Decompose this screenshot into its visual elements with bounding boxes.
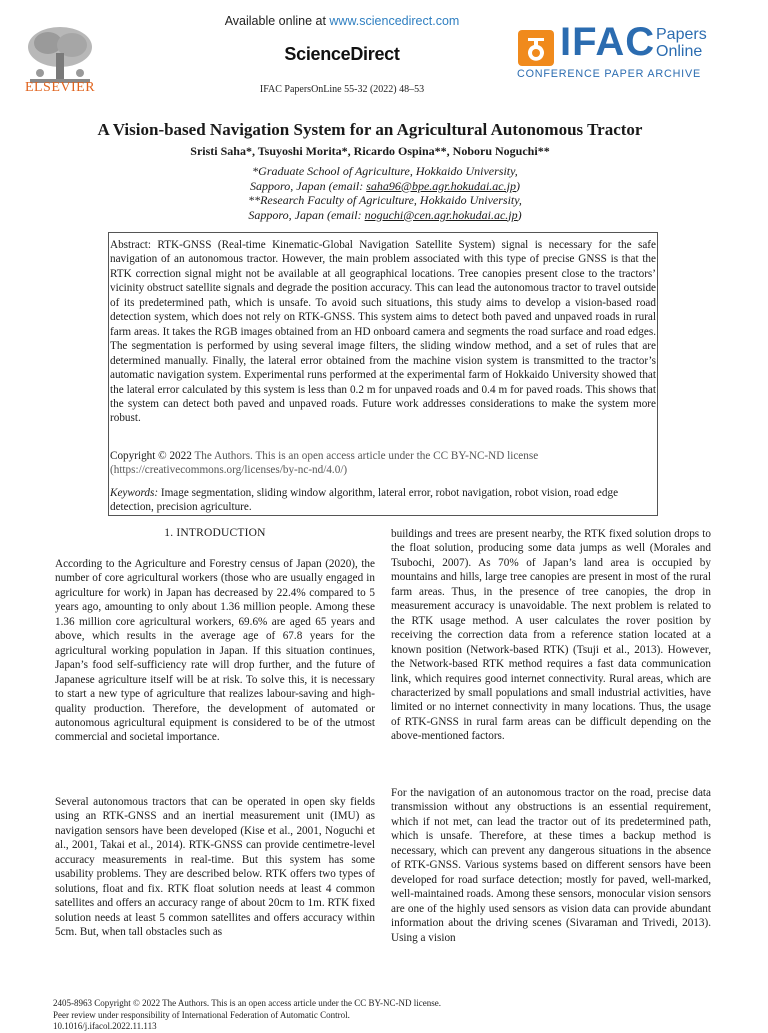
- ifac-wordmark: IFAC: [560, 20, 656, 64]
- copyright-prefix: Copyright © 2022: [110, 450, 195, 462]
- right-column-paragraph-1: buildings and trees are present nearby, the RTK fixed solution drops to the float solution, producing some data jumps as well (Morales and Tsubochi, 2007). As 70% of Japan’s land area is occupied by mountains and hills, large tree canopies are present in most of the rural farm areas. Thus, in the presence of tree canopies, the drop in measurement accuracy is unavoidable. The next problem is related to the RTK usage method. A user calculates the rover position by receiving the correction data from a reference station located at a known position (Network-based RTK) (Tsuji et al., 2013). However, the Network-based RTK method requires a fast data communication link, which requires good internet connectivity. Rural areas, which are characterized by small populations and small industrial activities, have limited or no internet connectivity in many locations. Thus, the usage of RTK-GNSS in rural farm areas can be difficult depending on the above-mentioned factors.: [391, 528, 711, 743]
- section-heading-introduction: 1. INTRODUCTION: [164, 527, 266, 539]
- papers-text: Papers: [656, 26, 707, 43]
- left-column-paragraph-1: According to the Agriculture and Forestry census of Japan (2020), the number of core agricultural workers (those who are usually engaged in agriculture for work) in Japan has decreased by 22.4% compared to 5 years ago, amounting to only about 1.36 million people. Among these 1.36 million core agricultural workers, 69.6% are aged 65 years and above, which results in the average age of 67.8 years for the agricultural working population in Japan. If this situation continues, Japan’s food self-sufficiency rate will drop further, and the future of Japanese agriculture itself will be at risk. To solve this, it is necessary to start a new type of agriculture that realizes labour-saving and high-quality production. Therefore, the development of automated or autonomous agricultural equipment is considered to be of the utmost commercial and societal importance.: [55, 558, 375, 744]
- footer-peer-review: Peer review under responsibility of International Federation of Automatic Control.: [53, 1009, 350, 1020]
- abstract-text: Abstract: RTK-GNSS (Real-time Kinematic-Global Navigation Satellite System) signal is necessary for the safe navigation of an autonomous tractor. However, the main problem associated with this type of precise GNSS is that the RTK correction signal might not be available at all geographical locations. Tree canopies present close to the tractors’ vicinity obstruct satellite signals and degrade the position accuracy. This can lead the autonomous tractor to travel outside of its predetermined path, which is unsafe. To avoid such situations, this study aims to develop a vision-based road detection system, which does not rely on RTK-GNSS. This system aims to detect both paved and unpaved roads in rural farm areas. It takes the RGB images obtained from an HD onboard camera and segments the road surface and road edges. The segmentation is performed by using several image filters, the sliding window method, and a set of rules that are determined manually. Finally, the lateral error obtained from the machine vision system is transmitted to the tractor’s automatic navigation system. Experimental runs performed at the experimental farm of Hokkaido University showed that the lateral error calculated by this system is less than 0.2 m for unpaved roads and 0.4 m for paved roads. This shows that the system can detect both paved and unpaved roads. Future work addresses considerations to make the system more robust.: [110, 239, 656, 425]
- papers-online-wordmark: [656, 26, 707, 60]
- paper-authors: Sristi Saha*, Tsuyoshi Morita*, Ricardo Ospina**, Noboru Noguchi**: [190, 144, 550, 158]
- keywords-list: Image segmentation, sliding window algorithm, lateral error, robot navigation, robot vision, road edge detection, precision agriculture.: [110, 487, 619, 513]
- affiliation-2-prefix: Sapporo, Japan (email:: [248, 207, 365, 222]
- keywords-label: Keywords:: [110, 487, 159, 499]
- affiliation-1-line-1: *Graduate School of Agriculture, Hokkaido University,: [252, 164, 518, 178]
- affiliation-2-line-1: **Research Faculty of Agriculture, Hokkaido University,: [248, 193, 522, 207]
- affiliation-1-suffix: ): [515, 178, 520, 193]
- keywords: [110, 486, 656, 514]
- author-email-saha[interactable]: saha96@bpe.agr.hokudai.ac.jp: [366, 178, 516, 193]
- right-column-paragraph-2: For the navigation of an autonomous tractor on the road, precise data transmission without any obstructions is an essential requirement, which if not met, can lead the tractor out of its predetermined path, which is unsafe. Therefore, at these times a backup method is necessary, which can prevent any dangerous situations in the absence of RTK-GNSS. Various systems based on different sensors have been developed for road surface detection; mostly for paved, well-marked, well-maintained roads. Among these sensors, monocular vision sensors are one of the highly used sensors as vision data can provide abundant information about the driving scenes (Sivaraman and Trivedi, 2013). Using a vision: [391, 787, 711, 944]
- footer-copyright: 2405-8963 Copyright © 2022 The Authors. This is an open access article under the CC BY-NC-ND license.: [53, 998, 441, 1008]
- author-email-noguchi[interactable]: noguchi@cen.agr.hokudai.ac.jp: [364, 207, 518, 222]
- journal-reference: IFAC PapersOnLine 55-32 (2022) 48–53: [259, 84, 425, 95]
- page-footer: [53, 998, 713, 1033]
- available-prefix: Available online at: [224, 14, 330, 28]
- left-column-paragraph-2: Several autonomous tractors that can be operated in open sky fields using an RTK-GNSS and an inertial measurement unit (IMU) as navigation sensors have been developed (Kise et al., 2001, Noguchi et al., 2001, Takai et al., 2014). RTK-GNSS can provide centimetre-level accuracy measurements in real-time. But this system has some usability problems. They are described below. RTK offers two types of solutions, float and fix. RTK float solution needs at least 4 common satellites and offers an accuracy range of about 20cm to 1m. RTK fixed solution needs at least 5 common satellites and offers accuracy within 5cm. But, when tall obstacles such as: [55, 796, 375, 939]
- conference-archive-label: CONFERENCE PAPER ARCHIVE: [517, 68, 701, 80]
- footer-doi[interactable]: 10.1016/j.ifacol.2022.11.113: [53, 1021, 157, 1031]
- license-link[interactable]: (https://creativecommons.org/licenses/by-nc-nd/4.0/): [110, 464, 348, 476]
- ifac-logo-icon: [518, 30, 554, 66]
- sciencedirect-link[interactable]: www.sciencedirect.com: [329, 14, 460, 28]
- paper-title: A Vision-based Navigation System for an Agricultural Autonomous Tractor: [97, 120, 643, 139]
- elsevier-wordmark: ELSEVIER: [24, 80, 96, 95]
- copyright-notice: [110, 449, 656, 477]
- affiliation-2-line-2: [0, 208, 768, 223]
- affiliation-1-prefix: Sapporo, Japan (email:: [250, 178, 367, 193]
- online-text: Online: [656, 43, 703, 60]
- affiliation-1-line-2: [0, 179, 768, 194]
- sciencedirect-brand: ScienceDirect: [284, 44, 400, 64]
- affiliation-2-suffix: ): [517, 207, 522, 222]
- copyright-license-text: The Authors. This is an open access article under the CC BY-NC-ND license: [194, 450, 539, 462]
- affiliation-1: [0, 164, 768, 222]
